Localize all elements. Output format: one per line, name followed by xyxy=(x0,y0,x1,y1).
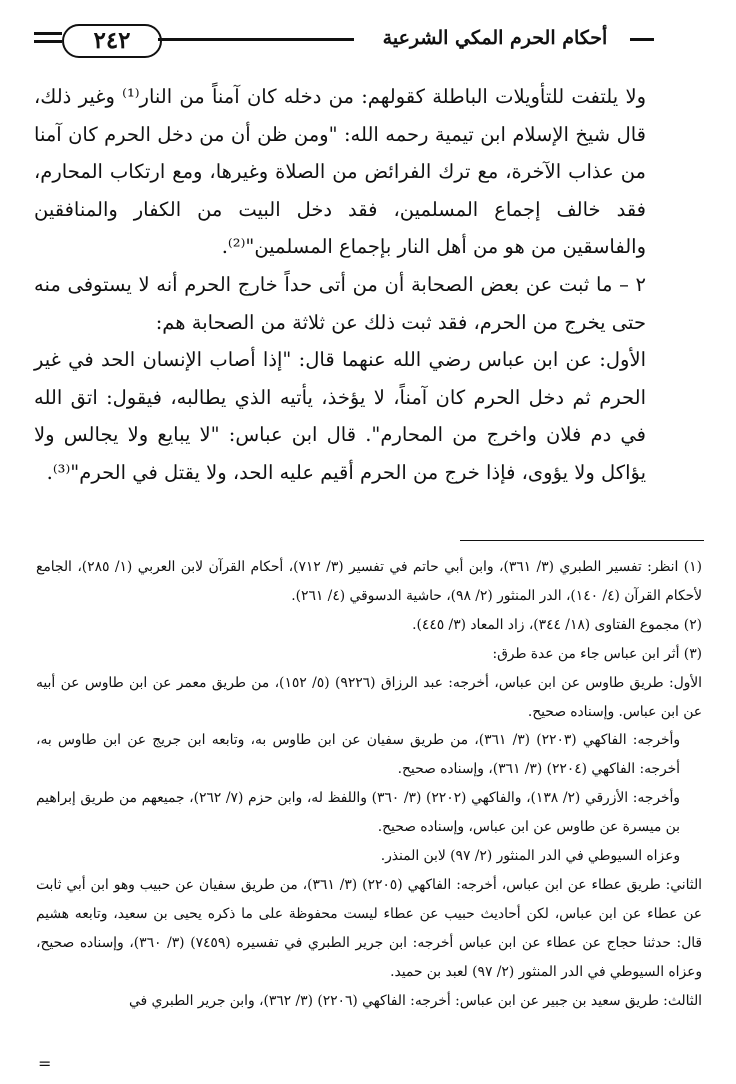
footnote: وأخرجه: الفاكهي (٢٢٠٣) (٣/ ٣٦١)، من طريق سفيان عن ابن طاوس به، وتابعه ابن جريج عن ابن طاوس به، أخرجه: الفاكهي (٢٢٠٤) (٣/ ٣٦١)، وإسناده صحيح. xyxy=(36,732,680,778)
paragraph: الأول: عن ابن عباس رضي الله عنهما قال: "إذا أصاب الإنسان الحد في غير الحرم ثم دخل الحرم كان آمناً، لا يؤخذ، يأتيه الذي يطالبه، فيقول: اتق الله في دم فلان واخرج من المحارم". قال ابن عباس: "لا يبايع ولا يجالس ولا يؤاكل ولا يؤوى، فإذا خرج من الحرم أقيم عليه الحد، ولا يقتل في الحرم"⁽³⁾. xyxy=(34,348,646,484)
paragraph: ولا يلتفت للتأويلات الباطلة كقولهم: من دخله كان آمناً من النار⁽¹⁾ وغير ذلك، قال شيخ الإسلام ابن تيمية رحمه الله: "ومن ظن أن من دخل الحرم كان آمنا من عذاب الآخرة، مع ترك الفرائض من الصلاة وغيرها، ومع ارتكاب المحارم، فقد خالف إجماع المسلمين، فقد دخل البيت من الكفار والمنافقين والفاسقين من هو من أهل النار بإجماع المسلمين"⁽²⁾. xyxy=(34,85,646,259)
paragraph: ٢ – ما ثبت عن بعض الصحابة أن من أتى حداً خارج الحرم أنه لا يستوفى منه حتى يخرج من الحرم، فقد ثبت ذلك عن ثلاثة من الصحابة هم: xyxy=(34,272,646,334)
header-rule-left-top xyxy=(34,32,62,35)
header-rule-right xyxy=(630,38,654,41)
footnote: (٢) مجموع الفتاوى (١٨/ ٣٤٤)، زاد المعاد (٣/ ٤٤٥). xyxy=(412,616,702,633)
continuation-mark: = xyxy=(38,1054,52,1073)
footnote: الثالث: طريق سعيد بن جبير عن ابن عباس: أخرجه: الفاكهي (٢٢٠٦) (٣/ ٣٦٢)، وابن جرير الطبري في xyxy=(129,992,702,1009)
running-title: أحكام الحرم المكي الشرعية xyxy=(382,27,608,49)
page-header xyxy=(34,18,704,68)
header-rule-left-bottom xyxy=(34,40,62,43)
footnote: الأول: طريق طاوس عن ابن عباس، أخرجه: عبد الرزاق (٩٢٢٦) (٥/ ١٥٢)، من طريق معمر عن ابن طاوس عن أبيه عن ابن عباس. وإسناده صحيح. xyxy=(36,674,702,720)
footnote: (٣) أثر ابن عباس جاء من عدة طرق: xyxy=(492,645,702,662)
footnote: (١) انظر: تفسير الطبري (٣/ ٣٦١)، وابن أبي حاتم في تفسير (٣/ ٧١٢)، أحكام القرآن لابن العربي (١/ ٢٨٥)، الجامع لأحكام القرآن (٤/ ١٤٠)، الدر المنثور (٢/ ٩٨)، حاشية الدسوقي (٤/ ٢٦١). xyxy=(36,559,702,604)
footnote: وأخرجه: الأزرقي (٢/ ١٣٨)، والفاكهي (٢٢٠٢) (٣/ ٣٦٠) واللفظ له، وابن حزم (٧/ ٢٦٢)، جميعهم من طريق إبراهيم بن ميسرة عن طاوس عن ابن عباس، وإسناده صحيح. xyxy=(36,790,680,836)
header-rule-middle xyxy=(158,38,354,41)
main-text xyxy=(34,78,702,492)
footnotes xyxy=(36,553,702,1016)
footnote: وعزاه السيوطي في الدر المنثور (٢/ ٩٧) لابن المنذر. xyxy=(380,848,680,865)
footnote: الثاني: طريق عطاء عن ابن عباس، أخرجه: الفاكهي (٢٢٠٥) (٣/ ٣٦١)، من طريق سفيان عن حبيب وهو ابن أبي ثابت عن عطاء عن ابن عباس، لكن أحاديث حبيب عن عطاء ليست محفوظة على ما ذكره يحيى بن سعيد، وتابعه هشيم قال: حدثنا حجاج عن عطاء عن ابن عباس أخرجه: ابن جرير الطبري في تفسيره (٧٤٥٩) (٣/ ٣٦٠)، وإسناده صحيح، وعزاه السيوطي في الدر المنثور (٢/ ٩٧) لعبد بن حميد. xyxy=(36,876,703,980)
footnote-separator xyxy=(460,540,704,541)
page-number: ٢٤٢ xyxy=(62,24,162,58)
